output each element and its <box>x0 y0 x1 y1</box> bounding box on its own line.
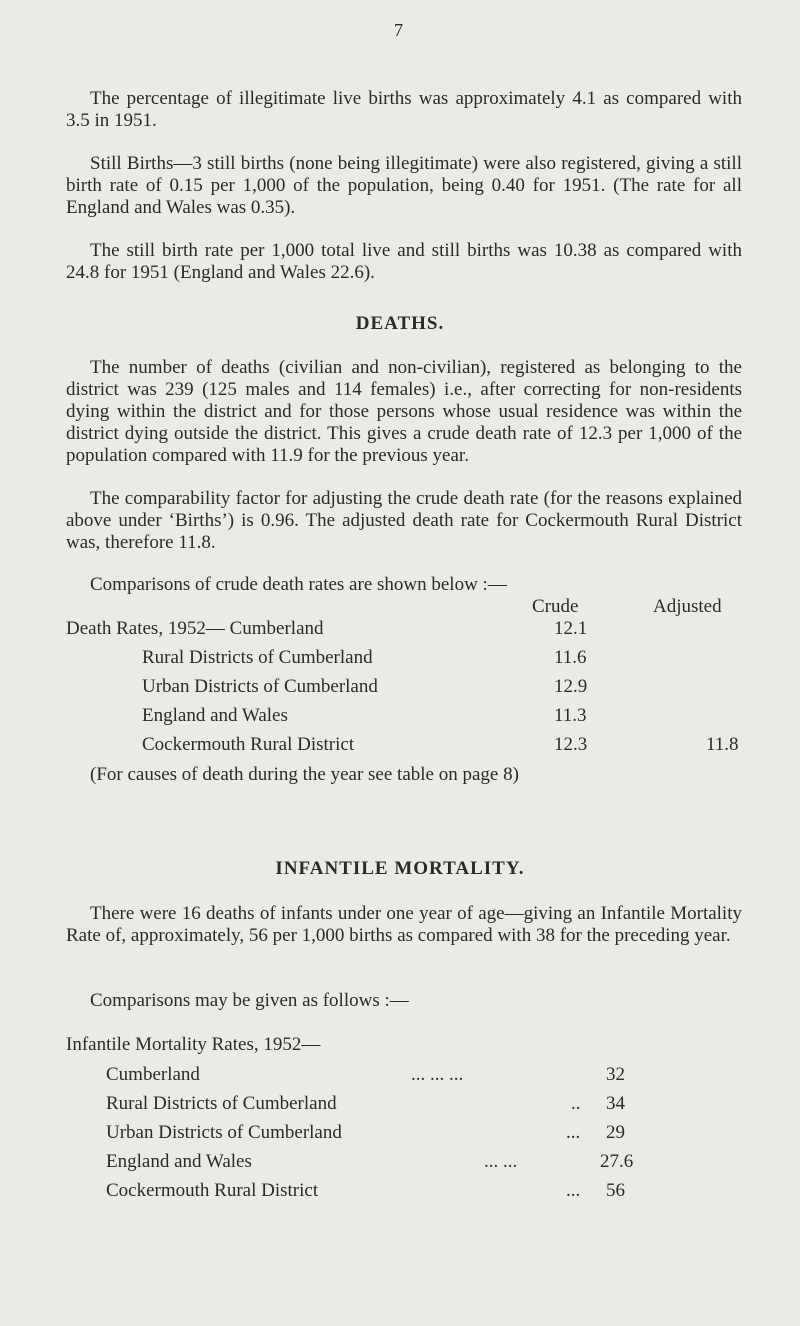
paragraph-still-birth-rate: The still birth rate per 1,000 total live and still births was 10.38 as compared with 24.8 for 1951 (England and Wales 22.6). <box>66 240 742 283</box>
row-label: Cockermouth Rural District <box>142 734 355 755</box>
dot-leader: ... ... ... <box>411 1064 464 1085</box>
row-label: Rural Districts of Cumberland <box>142 647 373 668</box>
row-label: Cockermouth Rural District <box>106 1180 319 1201</box>
row-label: Cumberland <box>106 1064 200 1085</box>
causes-of-death-note: (For causes of death during the year see table on page 8) <box>90 764 519 785</box>
column-header-crude: Crude <box>532 596 579 617</box>
rate-value: 56 <box>606 1180 625 1201</box>
row-label: England and Wales <box>142 705 288 726</box>
deaths-heading: DEATHS. <box>355 313 445 334</box>
crude-value: 12.9 <box>554 676 588 697</box>
rate-value: 34 <box>606 1093 625 1114</box>
rate-value: 27.6 <box>600 1151 634 1172</box>
crude-value: 12.1 <box>554 618 588 639</box>
row-label: Death Rates, 1952— Cumberland <box>66 618 324 639</box>
paragraph-number-of-deaths: The number of deaths (civilian and non-civilian), registered as belonging to the district was 239 (125 males and 114 females) i.e., after correcting for non-residents dying within the district and for those persons whose usual residence was within the district dying outside the district. This gives a crude death rate of 12.3 per 1,000 of the population compared with 11.9 for the previous year. <box>66 357 742 466</box>
death-comparisons-intro: Comparisons of crude death rates are shown below :— <box>90 574 507 595</box>
infantile-mortality-heading: INFANTILE MORTALITY. <box>275 858 525 879</box>
dot-leader: ... <box>566 1180 581 1201</box>
crude-value: 11.3 <box>554 705 587 726</box>
page-number: 7 <box>394 20 403 40</box>
paragraph-comparability-factor: The comparability factor for adjusting the crude death rate (for the reasons explained above under ‘Births’) is 0.96. The adjusted death rate for Cockermouth Rural District was, therefore 11.8. <box>66 488 742 553</box>
rate-value: 29 <box>606 1122 625 1143</box>
row-label: England and Wales <box>106 1151 252 1172</box>
dot-leader: ... ... <box>484 1151 518 1172</box>
crude-value: 12.3 <box>554 734 588 755</box>
row-label: Rural Districts of Cumberland <box>106 1093 337 1114</box>
paragraph-still-births: Still Births—3 still births (none being illegitimate) were also registered, giving a still birth rate of 0.15 per 1,000 of the population, being 0.40 for 1951. (The rate for all England and Wales was 0.35). <box>66 153 742 218</box>
paragraph-illegitimate-births: The percentage of illegitimate live births was approximately 4.1 as compared with 3.5 in 1951. <box>66 88 742 131</box>
paragraph-infant-deaths: There were 16 deaths of infants under one year of age—giving an Infantile Mortality Rate of, approximately, 56 per 1,000 births as compared with 38 for the preceding year. <box>66 903 742 946</box>
infantile-table-heading: Infantile Mortality Rates, 1952— <box>66 1034 321 1055</box>
infantile-comparisons-intro: Comparisons may be given as follows :— <box>90 990 409 1011</box>
rate-value: 32 <box>606 1064 625 1085</box>
dot-leader: ... <box>566 1122 581 1143</box>
crude-value: 11.6 <box>554 647 587 668</box>
column-header-adjusted: Adjusted <box>653 596 722 617</box>
dot-leader: .. <box>571 1093 581 1114</box>
row-label: Urban Districts of Cumberland <box>142 676 378 697</box>
row-label: Urban Districts of Cumberland <box>106 1122 342 1143</box>
adjusted-value: 11.8 <box>706 734 739 755</box>
